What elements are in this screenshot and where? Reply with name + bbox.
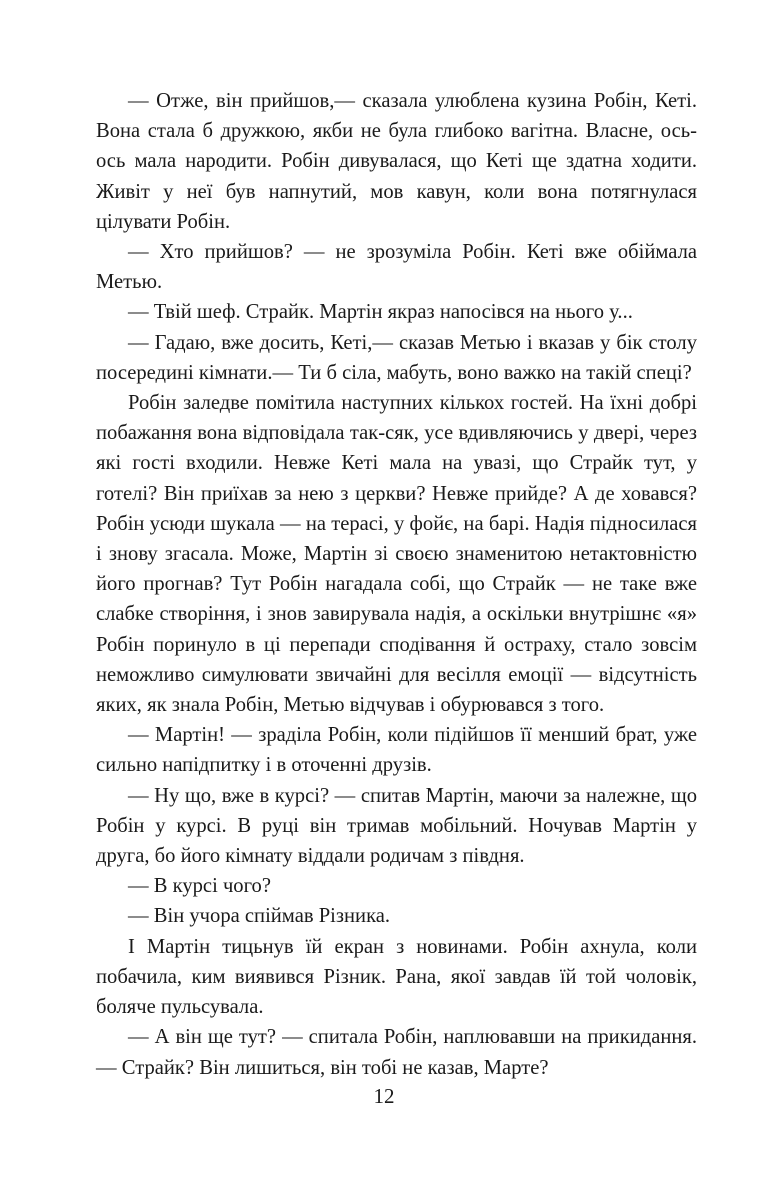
paragraph-3: — Твій шеф. Страйк. Мартін якраз напосівся на нього у... xyxy=(128,301,633,324)
paragraph-4: — Гадаю, вже досить, Кеті,— сказав Метью і вказав у бік столу посередині кімнати.— Ти б сіла, мабуть, воно важко на такій спеці? xyxy=(96,331,697,384)
paragraph-5: Робін заледве помітила наступних кількох гостей. На їхні добрі побажання вона відповідала так-сяк, усе вдивляючись у двері, через які гості входили. Невже Кеті мала на увазі, що Страйк тут, у готелі? Він приїхав за нею з церкви? Невже прийде? А де ховався? Робін усюди шукала — на терасі, у фойє, на барі. Надія підносилася і знову згасала. Може, Мартін зі своєю знаменитою нетактовністю його прогнав? Тут Робін нагадала собі, що Страйк — не таке вже слабке створіння, і знов завирувала надія, а оскільки внутрішнє «я» Робін поринуло в ці перепади сподівання й остраху, стало зовсім неможливо симулювати звичайні для весілля емоції — відсутність яких, як знала Робін, Метью відчував і обурювався з того. xyxy=(96,392,697,717)
paragraph-9: — Він учора спіймав Різника. xyxy=(128,905,391,928)
page-text xyxy=(96,86,697,1083)
paragraph-11: — А він ще тут? — спитала Робін, наплювавши на прикидання.— Страйк? Він лишиться, він тобі не казав, Марте? xyxy=(96,1026,697,1079)
paragraph-7: — Ну що, вже в курсі? — спитав Мартін, маючи за належне, що Робін у курсі. В руці він тримав мобільний. Ночував Мартін у друга, бо його кімнату віддали родичам з півдня. xyxy=(96,784,697,868)
paragraph-8: — В курсі чого? xyxy=(128,875,271,898)
page-number: 12 xyxy=(373,1084,395,1108)
paragraph-2: — Хто прийшов? — не зрозуміла Робін. Кеті вже обіймала Метью. xyxy=(96,241,697,294)
paragraph-10: І Мартін тицьнув їй екран з новинами. Робін ахнула, коли побачила, ким виявився Різник. Рана, якої завдав їй той чоловік, боляче пульсувала. xyxy=(96,935,697,1019)
paragraph-6: — Мартін! — зраділа Робін, коли підійшов її менший брат, уже сильно напідпитку і в оточенні друзів. xyxy=(96,724,697,777)
paragraph-1: — Отже, він прийшов,— сказала улюблена кузина Робін, Кеті. Вона стала б дружкою, якби не була глибоко вагітна. Власне, ось-ось мала народити. Робін дивувалася, що Кеті ще здатна ходити. Живіт у неї був напнутий, мов кавун, коли вона потягнулася цілувати Робін. xyxy=(96,90,697,233)
